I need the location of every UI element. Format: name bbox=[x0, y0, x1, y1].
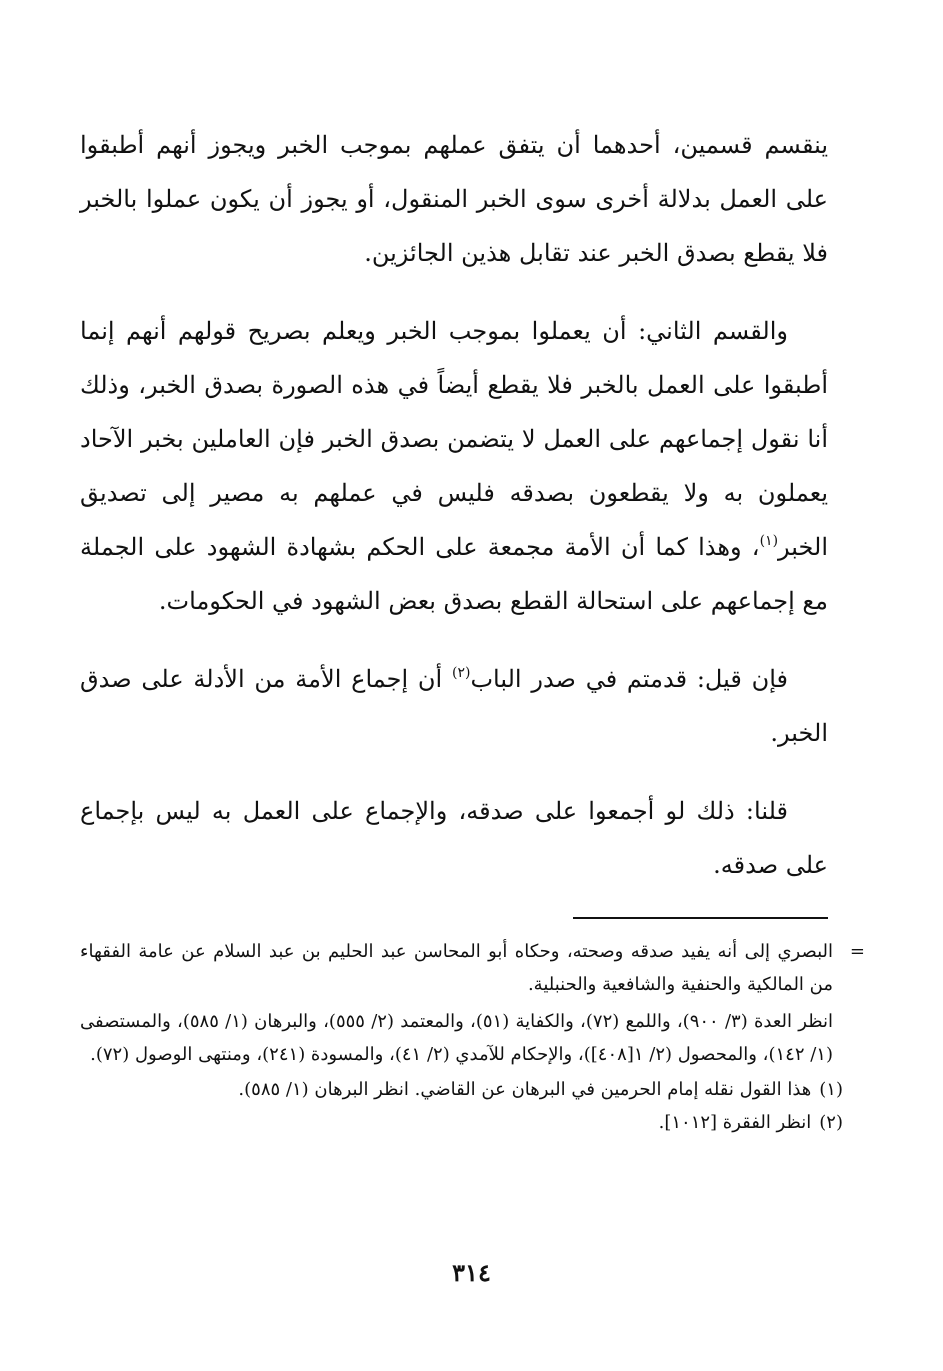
paragraph-2-text-end: ، وهذا كما أن الأمة مجمعة على الحكم بشهادة الشهود على الجملة مع إجماعهم على استحالة القطع بصدق بعض الشهود في الحكومات. bbox=[80, 533, 828, 615]
paragraph-3-text-end: أن إجماع الأمة من الأدلة على صدق الخبر. bbox=[80, 665, 828, 747]
footnote-references bbox=[80, 1005, 843, 1071]
footnote-ref-2[interactable]: (٢) bbox=[451, 665, 471, 681]
continuation-mark: = bbox=[849, 941, 865, 962]
footnote-ref-1[interactable]: (١) bbox=[759, 533, 779, 549]
footnote-1 bbox=[80, 1073, 843, 1106]
paragraph-1-text: ينقسم قسمين، أحدهما أن يتفق عملهم بموجب الخبر ويجوز أنهم أطبقوا على العمل بدلالة أخرى سوى الخبر المنقول، أو يجوز أن يكون عملوا بالخبر فلا يقطع بصدق الخبر عند تقابل هذين الجائزين. bbox=[80, 131, 829, 267]
footnote-separator bbox=[573, 917, 828, 919]
paragraph-3 bbox=[80, 652, 828, 760]
paragraph-4-text: قلنا: ذلك لو أجمعوا على صدقه، والإجماع على العمل به ليس بإجماع على صدقه. bbox=[80, 797, 828, 879]
footnote-1-text: هذا القول نقله إمام الحرمين في البرهان عن القاضي. انظر البرهان (١/ ٥٨٥). bbox=[238, 1079, 812, 1100]
footnote-2-number: (٢) bbox=[819, 1112, 843, 1133]
footnote-continuation bbox=[80, 935, 865, 1001]
footnote-2 bbox=[80, 1106, 843, 1139]
page-number: ٣١٤ bbox=[452, 1258, 491, 1287]
footnotes bbox=[80, 935, 865, 1139]
footnote-1-number: (١) bbox=[819, 1079, 843, 1100]
footnote-references-text: انظر العدة (٣/ ٩٠٠)، واللمع (٧٢)، والكفاية (٥١)، والمعتمد (٢/ ٥٥٥)، والبرهان (١/ ٥٨٥)، والمستصفى (١/ ١٤٢)، والمحصول (٢/ ١[٤٠٨])، والإحكام للآمدي (٢/ ٤١)، والمسودة (٢٤١)، ومنتهى الوصول (٧٢). bbox=[80, 1011, 833, 1065]
paragraph-3-text-start: فإن قيل: قدمتم في صدر الباب bbox=[470, 665, 788, 693]
paragraph-2 bbox=[80, 304, 828, 628]
paragraph-2-text-start: والقسم الثاني: أن يعملوا بموجب الخبر ويعلم بصريح قولهم أنهم إنما أطبقوا على العمل بالخبر فلا يقطع أيضاً في هذه الصورة بصدق الخبر، وذلك أنا نقول إجماعهم على العمل لا يتضمن بصدق الخبر فإن العاملين بخبر الآحاد يعملون به ولا يقطعون بصدقه فليس في عملهم به مصير إلى تصديق الخبر bbox=[80, 317, 828, 561]
footnote-2-text: انظر الفقرة [١٠١٢]. bbox=[658, 1112, 812, 1133]
main-text bbox=[80, 118, 828, 916]
footnote-continuation-text: البصري إلى أنه يفيد صدقه وصحته، وحكاه أبو المحاسن عبد الحليم بن عبد السلام عن عامة الفقهاء من المالكية والحنفية والشافعية والحنبلية. bbox=[80, 941, 833, 995]
paragraph-1 bbox=[80, 118, 828, 280]
paragraph-4 bbox=[80, 784, 828, 892]
